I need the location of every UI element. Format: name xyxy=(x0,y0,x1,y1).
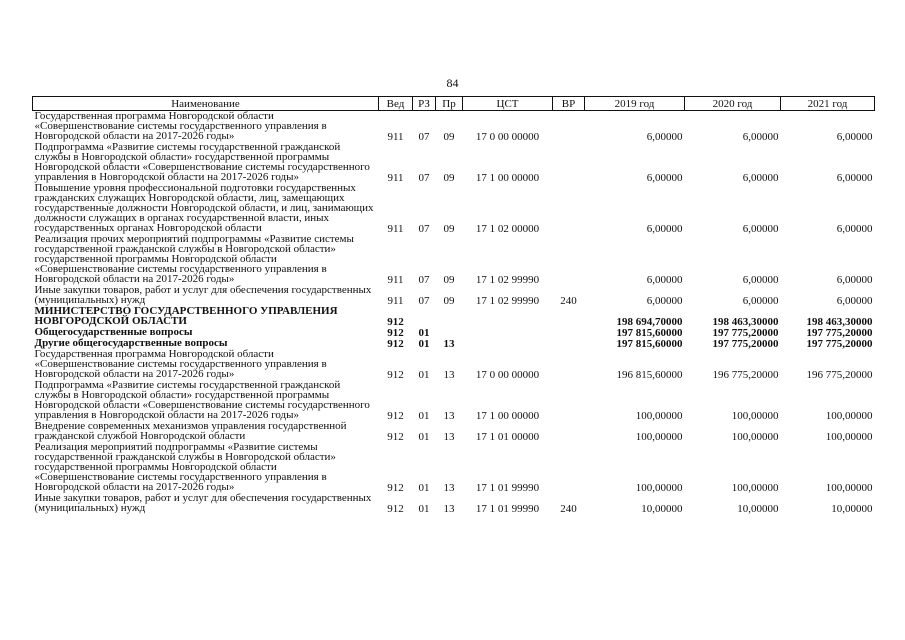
row-ved: 912 xyxy=(387,338,404,350)
row-cst: 17 1 02 99990 xyxy=(475,295,540,307)
row-2021: 198 463,30000 xyxy=(806,316,873,328)
row-2021: 100,00000 xyxy=(825,431,873,443)
table-row xyxy=(33,349,875,380)
row-vr xyxy=(553,338,585,349)
row-pr: 09 xyxy=(443,131,455,143)
row-vr xyxy=(553,183,585,234)
row-2021: 6,00000 xyxy=(836,274,873,286)
header-cst: ЦСТ xyxy=(463,97,553,111)
row-vr xyxy=(553,306,585,327)
row-2019: 6,00000 xyxy=(646,274,683,286)
row-vr xyxy=(553,442,585,493)
row-pr: 09 xyxy=(443,274,455,286)
header-2021: 2021 год xyxy=(781,97,875,111)
row-cst: 17 1 01 99990 xyxy=(475,503,540,515)
row-rz: 01 xyxy=(418,482,430,494)
row-ved: 912 xyxy=(387,503,404,515)
row-vr xyxy=(553,380,585,421)
row-ved: 911 xyxy=(387,295,404,307)
row-ved: 911 xyxy=(387,274,404,286)
row-2019: 6,00000 xyxy=(646,223,683,235)
row-cst: 17 1 01 99990 xyxy=(475,482,540,494)
row-2019: 6,00000 xyxy=(646,295,683,307)
header-2020: 2020 год xyxy=(685,97,781,111)
row-cst: 17 0 00 00000 xyxy=(475,131,540,143)
row-vr xyxy=(553,327,585,338)
row-name: Общегосударственные вопросы xyxy=(34,326,193,338)
row-2019: 198 694,70000 xyxy=(616,316,683,328)
row-name: Иные закупки товаров, работ и услуг для обеспечения государственных (муниципальных) нужд xyxy=(34,284,372,306)
table-row xyxy=(33,111,875,143)
row-pr: 13 xyxy=(443,482,455,494)
row-2021: 6,00000 xyxy=(836,131,873,143)
row-2021: 100,00000 xyxy=(825,482,873,494)
header-vr: ВР xyxy=(553,97,585,111)
row-2019: 100,00000 xyxy=(635,410,683,422)
row-rz: 07 xyxy=(418,131,430,143)
row-name: Подпрограмма «Развитие системы государственной гражданской службы в Новгородской области» государственной программы Новгородской области «Совершенствование системы государственного управления в Новгородской области на 2017-2026 годы» xyxy=(34,379,370,421)
table-row xyxy=(33,306,875,327)
row-ved: 912 xyxy=(387,410,404,422)
table-row xyxy=(33,421,875,442)
row-2019: 196 815,60000 xyxy=(616,369,683,381)
row-2019: 197 815,60000 xyxy=(616,338,683,350)
row-cst xyxy=(463,327,553,338)
row-vr xyxy=(553,234,585,285)
row-cst xyxy=(463,338,553,349)
row-rz: 07 xyxy=(418,223,430,235)
row-2020: 6,00000 xyxy=(742,295,779,307)
row-name: Реализация мероприятий подпрограммы «Развитие системы государственной гражданской службы в Новгородской области» государственной программы Новгородской области «Совершенствование системы государственного управления в Новгородской области на 2017-2026 годы» xyxy=(34,441,336,493)
row-ved: 911 xyxy=(387,172,404,184)
row-rz: 07 xyxy=(418,172,430,184)
row-2021: 6,00000 xyxy=(836,295,873,307)
row-2020: 198 463,30000 xyxy=(712,316,779,328)
row-2020: 100,00000 xyxy=(731,482,779,494)
row-vr xyxy=(553,421,585,442)
row-2020: 196 775,20000 xyxy=(712,369,779,381)
table-row xyxy=(33,442,875,493)
row-2020: 197 775,20000 xyxy=(712,338,779,350)
header-pr: Пр xyxy=(436,97,463,111)
row-2020: 197 775,20000 xyxy=(712,327,779,339)
row-2019: 6,00000 xyxy=(646,131,683,143)
row-pr: 09 xyxy=(443,172,455,184)
row-cst: 17 1 02 99990 xyxy=(475,274,540,286)
row-cst: 17 1 02 00000 xyxy=(475,223,540,235)
row-pr xyxy=(436,327,463,338)
row-2020: 6,00000 xyxy=(742,131,779,143)
row-vr: 240 xyxy=(560,295,577,307)
row-vr xyxy=(553,349,585,380)
row-ved: 912 xyxy=(387,482,404,494)
row-2020: 6,00000 xyxy=(742,223,779,235)
row-2020: 6,00000 xyxy=(742,274,779,286)
table-row xyxy=(33,380,875,421)
row-vr xyxy=(553,142,585,183)
header-2019: 2019 год xyxy=(585,97,685,111)
row-cst: 17 1 00 00000 xyxy=(475,172,540,184)
row-2021: 6,00000 xyxy=(836,172,873,184)
row-ved: 912 xyxy=(387,369,404,381)
row-2021: 196 775,20000 xyxy=(806,369,873,381)
row-pr xyxy=(436,306,463,327)
row-rz: 01 xyxy=(418,503,430,515)
row-vr: 240 xyxy=(560,503,577,515)
row-vr xyxy=(553,111,585,143)
row-2020: 6,00000 xyxy=(742,172,779,184)
table-row xyxy=(33,142,875,183)
row-2019: 10,00000 xyxy=(641,503,683,515)
row-pr: 13 xyxy=(443,503,455,515)
row-name: Повышение уровня профессиональной подготовки государственных гражданских служащих Новгородской области, лиц, замещающих государственные должности Новгородской области, и лиц, занимающих должности служащих в органах государственной власти, иных государственных органах Новгородской области xyxy=(34,182,374,234)
row-2020: 100,00000 xyxy=(731,431,779,443)
table-row xyxy=(33,285,875,306)
row-2019: 6,00000 xyxy=(646,172,683,184)
row-pr: 13 xyxy=(443,369,455,381)
row-rz: 07 xyxy=(418,274,430,286)
row-ved: 912 xyxy=(387,431,404,443)
row-2021: 10,00000 xyxy=(831,503,873,515)
row-cst: 17 0 00 00000 xyxy=(475,369,540,381)
row-rz: 01 xyxy=(418,410,430,422)
row-rz: 01 xyxy=(418,327,430,339)
row-ved: 912 xyxy=(387,327,404,339)
header-rz: РЗ xyxy=(413,97,436,111)
row-ved: 911 xyxy=(387,223,404,235)
row-pr: 13 xyxy=(443,338,455,350)
row-name: Реализация прочих мероприятий подпрограммы «Развитие системы государственной гражданской службы в Новгородской области» государственной программы Новгородской области «Совершенствование системы государственного управления в Новгородской области на 2017-2026 годы» xyxy=(34,233,354,285)
row-name: Государственная программа Новгородской области «Совершенствование системы государственного управления в Новгородской области на 2017-2026 годы» xyxy=(34,110,327,142)
budget-table xyxy=(32,96,875,514)
row-name: Государственная программа Новгородской области «Совершенствование системы государственного управления в Новгородской области на 2017-2026 годы» xyxy=(34,348,327,380)
row-rz: 01 xyxy=(418,338,430,350)
row-pr: 13 xyxy=(443,410,455,422)
row-cst xyxy=(463,306,553,327)
row-pr: 13 xyxy=(443,431,455,443)
row-rz xyxy=(413,306,436,327)
table-header xyxy=(33,97,875,111)
header-name: Наименование xyxy=(33,97,379,111)
row-name: Подпрограмма «Развитие системы государственной гражданской службы в Новгородской области» государственной программы Новгородской области «Совершенствование системы государственного управления в Новгородской области на 2017-2026 годы» xyxy=(34,141,370,183)
table-row xyxy=(33,234,875,285)
row-name: Иные закупки товаров, работ и услуг для обеспечения государственных (муниципальных) нужд xyxy=(34,492,372,514)
row-cst: 17 1 01 00000 xyxy=(475,431,540,443)
row-pr: 09 xyxy=(443,295,455,307)
row-2021: 197 775,20000 xyxy=(806,338,873,350)
row-2021: 197 775,20000 xyxy=(806,327,873,339)
row-2019: 100,00000 xyxy=(635,431,683,443)
page-number: 84 xyxy=(446,76,459,90)
row-rz: 01 xyxy=(418,431,430,443)
row-rz: 07 xyxy=(418,295,430,307)
table-row xyxy=(33,493,875,514)
row-rz: 01 xyxy=(418,369,430,381)
row-cst: 17 1 00 00000 xyxy=(475,410,540,422)
row-2019: 197 815,60000 xyxy=(616,327,683,339)
row-2021: 100,00000 xyxy=(825,410,873,422)
row-2020: 100,00000 xyxy=(731,410,779,422)
row-name: Другие общегосударственные вопросы xyxy=(34,337,228,349)
row-2021: 6,00000 xyxy=(836,223,873,235)
row-2020: 10,00000 xyxy=(737,503,779,515)
row-2019: 100,00000 xyxy=(635,482,683,494)
row-name: Внедрение современных механизмов управления государственной гражданской службой Новгородской области xyxy=(34,420,347,442)
row-pr: 09 xyxy=(443,223,455,235)
row-ved: 912 xyxy=(387,316,404,328)
header-ved: Вед xyxy=(379,97,413,111)
row-name: МИНИСТЕРСТВО ГОСУДАРСТВЕННОГО УПРАВЛЕНИЯ НОВГОРОДСКОЙ ОБЛАСТИ xyxy=(34,305,338,327)
table-body xyxy=(33,111,875,515)
row-ved: 911 xyxy=(387,131,404,143)
table-row xyxy=(33,183,875,234)
